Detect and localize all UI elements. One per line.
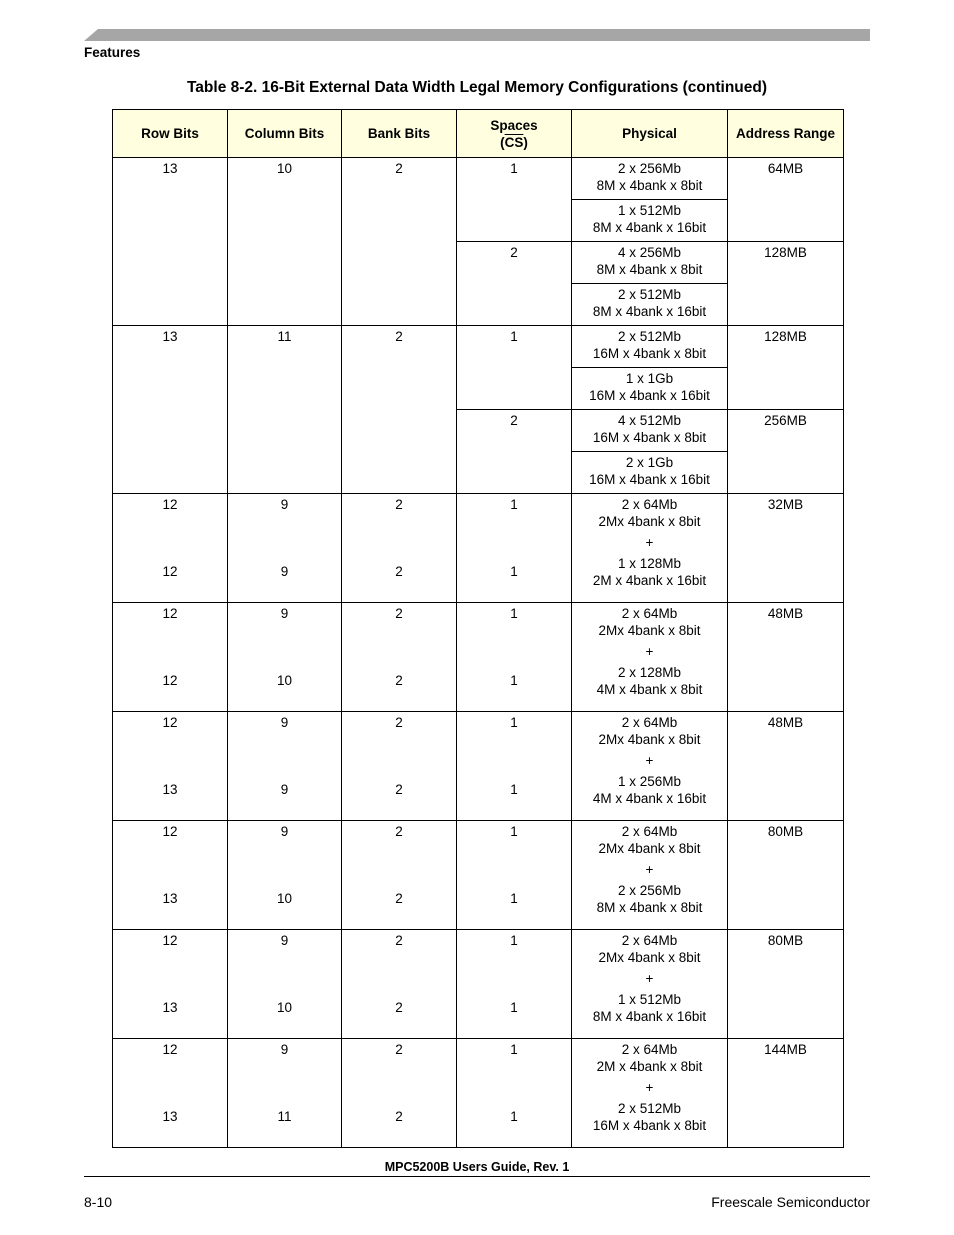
header-address-range: Address Range [728,110,844,158]
spaces-cell [457,494,572,603]
section-title: Features [84,45,141,60]
physical-cell [572,452,728,494]
address-range-cell: 48MB [728,603,844,712]
physical-cell [572,494,728,603]
table-header-row [113,110,844,158]
spaces-cell [457,712,572,821]
row-bits-cell [113,603,228,712]
plus-sign: + [645,1080,654,1095]
row-bits-cell [113,821,228,930]
physical-organization: 16M x 4bank x 8bit [592,346,707,361]
physical-cell [572,410,728,452]
column-bits-cell-first: 9 [280,1042,289,1057]
spaces-cell [457,930,572,1039]
spacer [457,1058,571,1108]
table-row [113,712,844,821]
spacer [342,949,456,999]
spacer [113,949,227,999]
spacer [457,622,571,672]
column-bits-cell-second: 9 [280,782,289,797]
header-column-bits: Column Bits [228,110,342,158]
bank-bits-cell [342,1039,457,1148]
bank-bits-cell-second: 2 [395,673,403,688]
bank-bits-cell [342,603,457,712]
spacer [457,949,571,999]
bank-bits-cell-second: 2 [395,1109,403,1124]
address-range-cell: 128MB [728,326,844,410]
header-bank-bits: Bank Bits [342,110,457,158]
spaces-cell-first: 1 [510,606,518,621]
spacer [228,622,341,672]
table-row [113,158,844,200]
spaces-cell-second: 1 [510,1109,518,1124]
physical-devices: 2 x 1Gb [625,455,674,470]
column-bits-cell-first: 9 [280,497,289,512]
address-range-cell: 80MB [728,821,844,930]
row-bits-cell [113,1039,228,1148]
row-bits-cell-second: 13 [162,891,178,906]
spacer [228,840,341,890]
physical-cell [572,242,728,284]
spaces-cell-first: 1 [510,497,518,512]
column-bits-cell-second: 10 [276,1000,293,1015]
column-bits-cell-first: 9 [280,824,289,839]
spaces-cell-second: 1 [510,1000,518,1015]
physical-organization: 8M x 4bank x 8bit [596,262,703,277]
bank-bits-cell-first: 2 [395,606,403,621]
physical-devices: 1 x 128Mb [617,556,682,571]
column-bits-cell-second: 11 [277,1109,292,1124]
spaces-cell-second: 1 [510,564,518,579]
plus-sign: + [645,971,654,986]
table-body [113,158,844,1148]
table-row [113,1039,844,1148]
footer-rule [84,1176,870,1177]
row-bits-cell [113,712,228,821]
physical-organization: 2Mx 4bank x 8bit [598,950,701,965]
spacer [228,731,341,781]
physical-devices: 2 x 256Mb [617,161,682,176]
plus-sign: + [645,644,654,659]
column-bits-cell-first: 9 [280,606,289,621]
physical-cell [572,930,728,1039]
physical-devices: 2 x 512Mb [617,329,682,344]
spaces-cell: 1 [457,326,572,410]
spacer [342,1058,456,1108]
header-spaces-cs: $\overline{CS}$ [504,134,524,150]
bank-bits-cell-second: 2 [395,782,403,797]
spacer [113,840,227,890]
physical-organization: 8M x 4bank x 16bit [592,220,707,235]
physical-organization: 2Mx 4bank x 8bit [598,623,701,638]
plus-sign: + [645,753,654,768]
physical-cell [572,158,728,200]
column-bits-cell: 10 [228,158,342,326]
spacer [228,1058,341,1108]
row-bits-cell-second: 12 [162,673,178,688]
address-range-cell: 64MB [728,158,844,242]
spaces-cell [457,821,572,930]
physical-organization: 2Mx 4bank x 8bit [598,732,701,747]
spaces-cell-first: 1 [510,824,518,839]
physical-devices: 2 x 64Mb [621,1042,678,1057]
spaces-cell: 2 [457,242,572,326]
row-bits-cell-second: 13 [162,782,178,797]
physical-devices: 1 x 1Gb [625,371,674,386]
header-row-bits: Row Bits [113,110,228,158]
physical-organization: 4M x 4bank x 8bit [596,682,703,697]
row-bits-cell-second: 13 [162,1109,178,1124]
spaces-cell-first: 1 [510,933,518,948]
address-range-cell: 80MB [728,930,844,1039]
column-bits-cell-first: 9 [280,933,289,948]
spacer [342,513,456,563]
spaces-cell [457,603,572,712]
row-bits-cell [113,494,228,603]
row-bits-cell-first: 12 [162,933,178,948]
physical-devices: 1 x 256Mb [617,774,682,789]
page-number: 8-10 [84,1194,113,1210]
bank-bits-cell-first: 2 [395,1042,403,1057]
bank-bits-cell: 2 [342,158,457,326]
table-row [113,930,844,1039]
header-spaces [457,110,572,158]
physical-cell [572,1039,728,1148]
row-bits-cell: 13 [113,326,228,494]
spacer [113,1058,227,1108]
address-range-cell: 256MB [728,410,844,494]
address-range-cell: 128MB [728,242,844,326]
row-bits-cell-first: 12 [162,497,178,512]
column-bits-cell-first: 9 [280,715,289,730]
physical-devices: 4 x 256Mb [617,245,682,260]
spaces-cell [457,1039,572,1148]
bank-bits-cell-second: 2 [395,564,403,579]
physical-organization: 8M x 4bank x 8bit [596,178,703,193]
table-row [113,821,844,930]
row-bits-cell: 13 [113,158,228,326]
plus-sign: + [645,862,654,877]
bank-bits-cell: 2 [342,326,457,494]
table-row [113,603,844,712]
physical-organization: 4M x 4bank x 16bit [592,791,707,806]
row-bits-cell [113,930,228,1039]
bank-bits-cell-first: 2 [395,933,403,948]
bank-bits-cell-second: 2 [395,891,403,906]
physical-devices: 2 x 64Mb [621,497,678,512]
column-bits-cell [228,821,342,930]
company-name: Freescale Semiconductor [711,1194,870,1210]
bank-bits-cell-first: 2 [395,715,403,730]
physical-cell [572,284,728,326]
physical-organization: 2Mx 4bank x 8bit [598,841,701,856]
physical-organization: 8M x 4bank x 16bit [592,304,707,319]
header-bar [84,29,870,41]
physical-devices: 2 x 256Mb [617,883,682,898]
spaces-cell: 1 [457,158,572,242]
header-spaces-close: ) [523,134,528,150]
physical-organization: 16M x 4bank x 8bit [592,430,707,445]
spacer [228,949,341,999]
header-spaces-open: ( [500,134,505,150]
physical-devices: 1 x 512Mb [617,203,682,218]
table-row [113,326,844,368]
physical-cell [572,368,728,410]
spaces-cell: 2 [457,410,572,494]
row-bits-cell-first: 12 [162,1042,178,1057]
bank-bits-cell [342,821,457,930]
spacer [457,840,571,890]
bank-bits-cell [342,930,457,1039]
physical-organization: 2Mx 4bank x 8bit [598,514,701,529]
address-range-cell: 144MB [728,1039,844,1148]
physical-devices: 2 x 128Mb [617,665,682,680]
physical-organization: 2M x 4bank x 8bit [596,1059,703,1074]
table-row [113,494,844,603]
spaces-cell-second: 1 [510,782,518,797]
physical-cell [572,603,728,712]
bank-bits-cell [342,712,457,821]
column-bits-cell [228,930,342,1039]
physical-devices: 2 x 64Mb [621,933,678,948]
spacer [228,513,341,563]
header-spaces-label: Spaces [490,117,538,133]
column-bits-cell-second: 10 [276,891,293,906]
physical-organization: 16M x 4bank x 8bit [592,1118,707,1133]
bank-bits-cell-first: 2 [395,824,403,839]
spacer [342,731,456,781]
address-range-cell: 48MB [728,712,844,821]
physical-organization: 16M x 4bank x 16bit [589,388,710,403]
row-bits-cell-first: 12 [162,824,178,839]
spaces-cell-second: 1 [510,891,518,906]
physical-devices: 1 x 512Mb [617,992,682,1007]
address-range-cell: 32MB [728,494,844,603]
row-bits-cell-first: 12 [162,715,178,730]
row-bits-cell-second: 12 [162,564,178,579]
spacer [457,731,571,781]
physical-organization: 16M x 4bank x 16bit [589,472,710,487]
physical-devices: 2 x 64Mb [621,715,678,730]
plus-sign: + [645,535,654,550]
spacer [113,622,227,672]
spaces-cell-first: 1 [510,1042,518,1057]
physical-cell [572,200,728,242]
physical-cell [572,712,728,821]
header-physical: Physical [572,110,728,158]
physical-cell [572,821,728,930]
physical-cell [572,326,728,368]
spaces-cell-second: 1 [510,673,518,688]
spacer [342,622,456,672]
spacer [113,513,227,563]
physical-devices: 2 x 64Mb [621,606,678,621]
spacer [113,731,227,781]
column-bits-cell: 11 [228,326,342,494]
physical-devices: 2 x 512Mb [617,287,682,302]
bank-bits-cell-second: 2 [395,1000,403,1015]
physical-devices: 4 x 512Mb [617,413,682,428]
physical-devices: 2 x 512Mb [617,1101,682,1116]
spacer [457,513,571,563]
physical-organization: 8M x 4bank x 16bit [592,1009,707,1024]
column-bits-cell [228,494,342,603]
physical-organization: 8M x 4bank x 8bit [596,900,703,915]
column-bits-cell-second: 10 [276,673,293,688]
physical-devices: 2 x 64Mb [621,824,678,839]
column-bits-cell [228,712,342,821]
row-bits-cell-first: 12 [162,606,178,621]
row-bits-cell-second: 13 [162,1000,178,1015]
spaces-cell-first: 1 [510,715,518,730]
table-title: Table 8-2. 16-Bit External Data Width Legal Memory Configurations (continued) [186,79,768,96]
bank-bits-cell [342,494,457,603]
physical-organization: 2M x 4bank x 16bit [592,573,707,588]
memory-config-table [112,109,844,1148]
column-bits-cell [228,603,342,712]
column-bits-cell-second: 9 [280,564,289,579]
column-bits-cell [228,1039,342,1148]
spacer [342,840,456,890]
bank-bits-cell-first: 2 [395,497,403,512]
footer-guide-title: MPC5200B Users Guide, Rev. 1 [384,1160,570,1174]
